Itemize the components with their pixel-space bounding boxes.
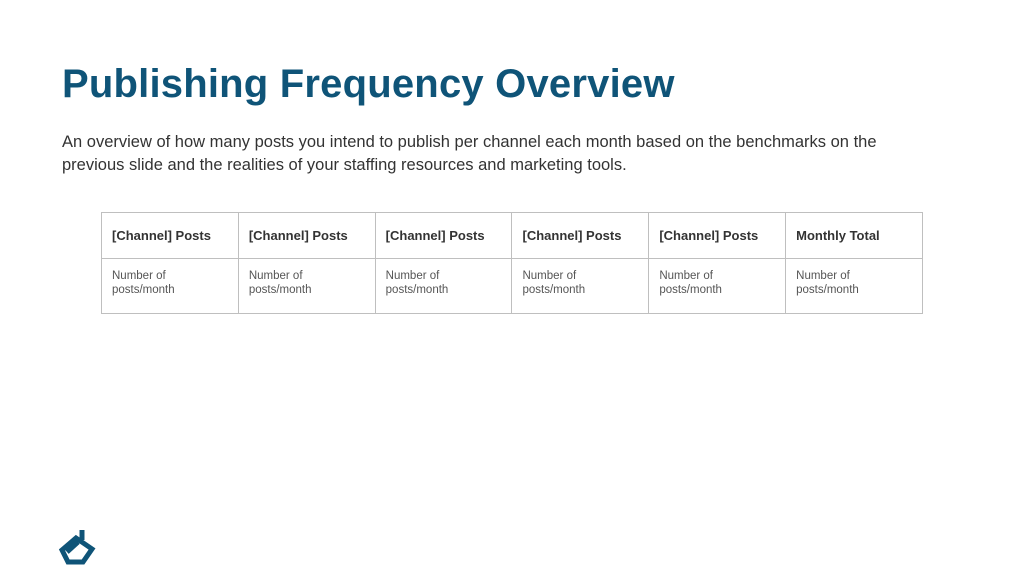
table-cell: Number of posts/month	[512, 259, 649, 314]
table-row	[102, 259, 923, 314]
frequency-table	[101, 212, 923, 314]
table-cell: Number of posts/month	[238, 259, 375, 314]
table-cell: Number of posts/month	[102, 259, 239, 314]
table-cell: Number of posts/month	[375, 259, 512, 314]
page-title: Publishing Frequency Overview	[62, 62, 675, 106]
column-header-channel-2: [Channel] Posts	[238, 213, 375, 259]
table-cell: Number of posts/month	[786, 259, 923, 314]
column-header-channel-4: [Channel] Posts	[512, 213, 649, 259]
table-header-row	[102, 213, 923, 259]
column-header-channel-5: [Channel] Posts	[649, 213, 786, 259]
brand-logo-icon	[56, 526, 98, 566]
column-header-channel-1: [Channel] Posts	[102, 213, 239, 259]
page-description: An overview of how many posts you intend to publish per channel each month based on the benchmarks on the previous slide and the realities of your staffing resources and marketing tools.	[62, 133, 877, 174]
table-cell: Number of posts/month	[649, 259, 786, 314]
column-header-channel-3: [Channel] Posts	[375, 213, 512, 259]
column-header-monthly-total: Monthly Total	[786, 213, 923, 259]
